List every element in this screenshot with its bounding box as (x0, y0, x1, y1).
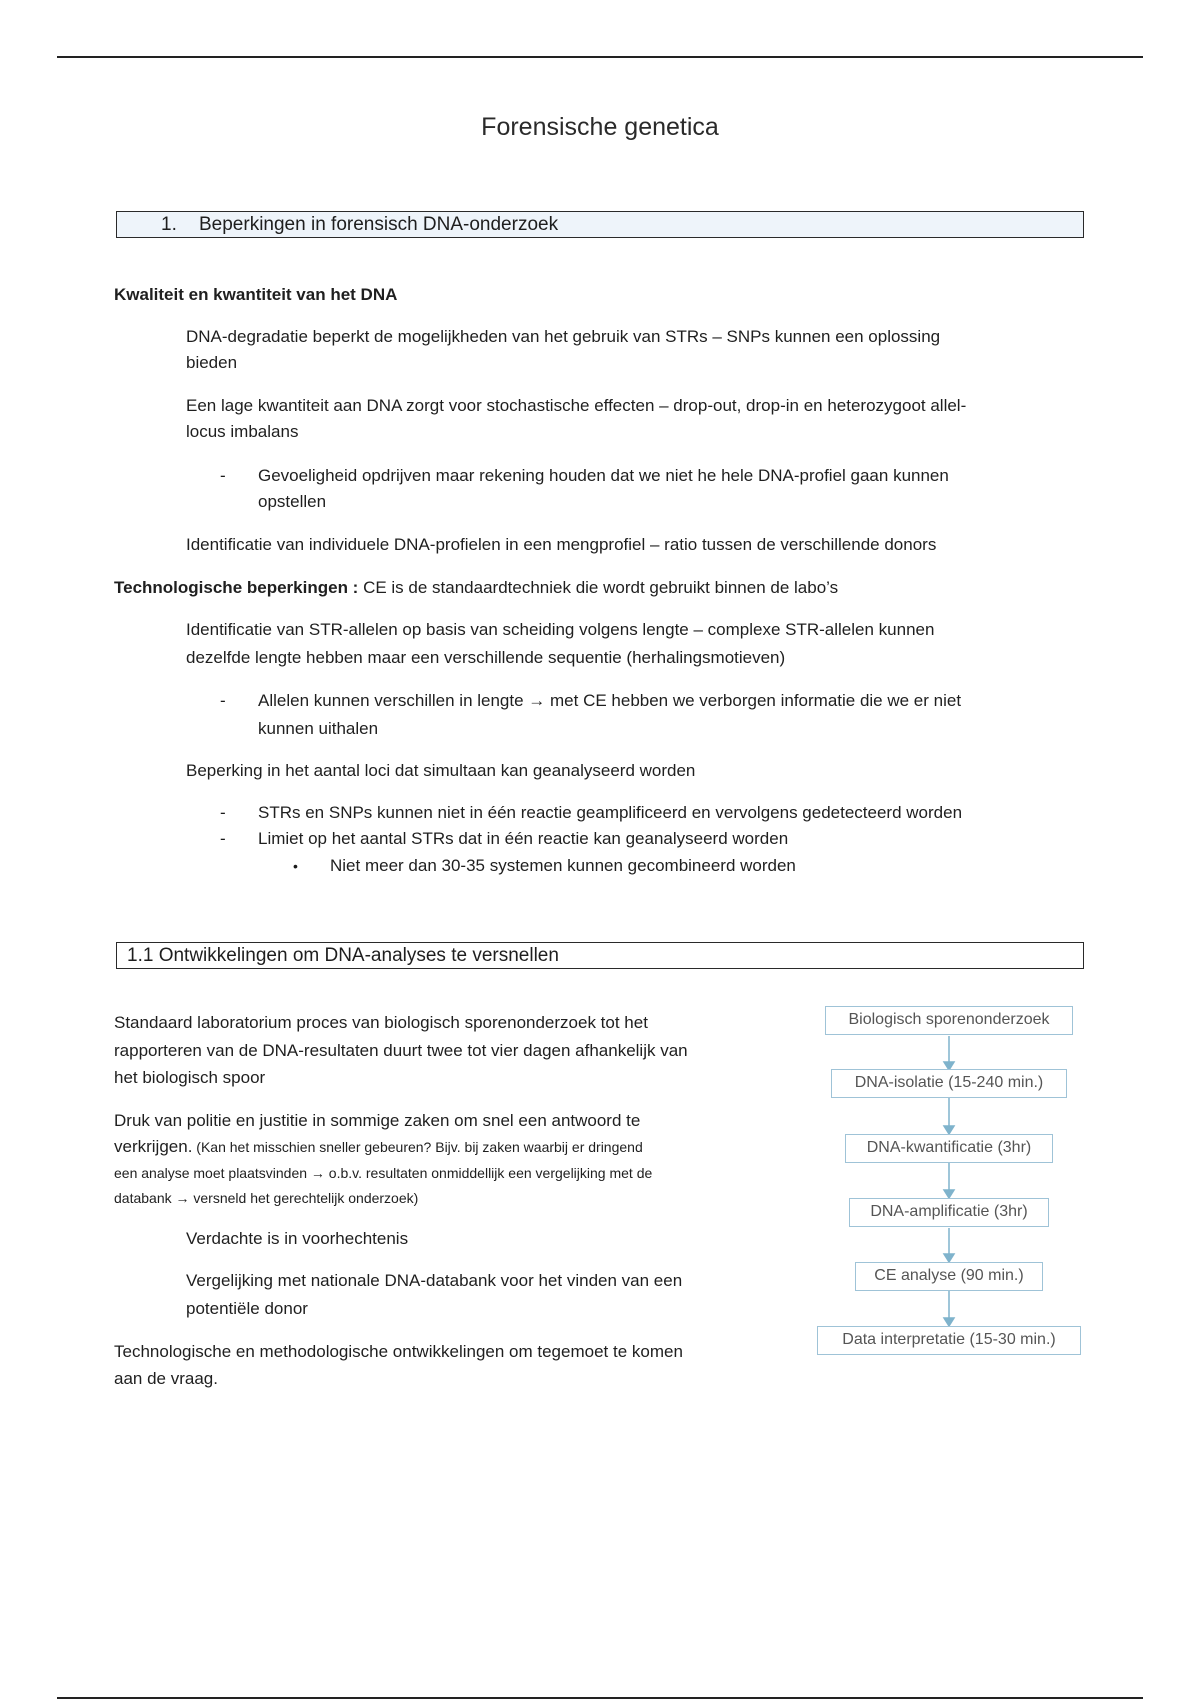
dash-marker: - (220, 829, 226, 848)
flow-arrowhead (944, 1190, 954, 1198)
flow-step-dna-quantification: DNA-kwantificatie (3hr) (845, 1134, 1053, 1163)
dash-marker: - (220, 691, 226, 710)
flow-step-dna-amplification: DNA-amplificatie (3hr) (849, 1198, 1049, 1227)
bullet-marker: • (293, 858, 298, 874)
paragraph-str-identification-cont: dezelfde lengte hebben maar een verschillende sequentie (herhalingsmotieven) (186, 648, 786, 667)
section-1-title: Beperkingen in forensisch DNA-onderzoek (199, 214, 559, 235)
paragraph-degradation-cont: bieden (186, 353, 238, 372)
dash-item-sensitivity: Gevoeligheid opdrijven maar rekening houden dat we niet he hele DNA-profiel gaan kunnen (258, 466, 949, 485)
subheading-technological-rest: CE is de standaardtechniek die wordt gebruikt binnen de labo’s (358, 578, 839, 597)
flow-arrowhead (944, 1318, 954, 1326)
paragraph-developments-l2: aan de vraag. (114, 1369, 218, 1388)
subheading-technological-label: Technologische beperkingen : (114, 578, 359, 597)
dash-item-str-snp: STRs en SNPs kunnen niet in één reactie geamplificeerd en vervolgens gedetecteerd worden (258, 803, 963, 822)
paragraph-mixture: Identificatie van individuele DNA-profielen in een mengprofiel – ratio tussen de verschillende donors (186, 535, 937, 554)
bullet-item-systems: Niet meer dan 30-35 systemen kunnen gecombineerd worden (330, 856, 796, 875)
page-title: Forensische genetica (481, 113, 719, 141)
flow-step-data-interpretation: Data interpretatie (15-30 min.) (817, 1326, 1081, 1355)
paragraph-pressure-l1: Druk van politie en justitie in sommige zaken om snel een antwoord te (114, 1111, 641, 1130)
paragraph-pressure-main: verkrijgen. (114, 1137, 193, 1156)
dash-marker: - (220, 466, 226, 485)
bottom-rule (57, 1697, 1143, 1699)
section-1-number: 1. (161, 214, 177, 235)
indent-database-l1: Vergelijking met nationale DNA-databank voor het vinden van een (186, 1271, 683, 1290)
paragraph-developments-l1: Technologische en methodologische ontwikkelingen om tegemoet te komen (114, 1342, 683, 1361)
paragraph-str-identification: Identificatie van STR-allelen op basis van scheiding volgens lengte – complexe STR-allelen kunnen (186, 620, 935, 639)
paragraph-pressure-l3: een analyse moet plaatsvinden → o.b.v. resultaten onmiddellijk een vergelijking met de (114, 1165, 653, 1181)
paragraph-standard-process-l2: rapporteren van de DNA-resultaten duurt twee tot vier dagen afhankelijk van (114, 1041, 688, 1060)
paragraph-low-quantity: Een lage kwantiteit aan DNA zorgt voor stochastische effecten – drop-out, drop-in en heterozygoot allel- (186, 396, 967, 415)
dash-item-allele-length: Allelen kunnen verschillen in lengte → met CE hebben we verborgen informatie die we er niet (258, 691, 962, 710)
indent-suspect-custody: Verdachte is in voorhechtenis (186, 1229, 409, 1248)
paragraph-loci-limit: Beperking in het aantal loci dat simultaan kan geanalyseerd worden (186, 761, 696, 780)
flow-step-ce-analysis: CE analyse (90 min.) (855, 1262, 1043, 1291)
paragraph-standard-process-l3: het biologisch spoor (114, 1068, 266, 1087)
flow-arrowhead (944, 1126, 954, 1134)
paragraph-low-quantity-cont: locus imbalans (186, 422, 299, 441)
dash-item-allele-length-cont: kunnen uithalen (258, 719, 379, 738)
dash-item-sensitivity-cont: opstellen (258, 492, 327, 511)
subheading-quality: Kwaliteit en kwantiteit van het DNA (114, 285, 398, 304)
paragraph-pressure-l4: databank → versneld het gerechtelijk onderzoek) (114, 1190, 419, 1206)
dash-marker: - (220, 803, 226, 822)
section-1-1-title: 1.1 Ontwikkelingen om DNA-analyses te versnellen (127, 945, 559, 966)
paragraph-pressure-aside: (Kan het misschien sneller gebeuren? Bijv. bij zaken waarbij er dringend (192, 1139, 643, 1155)
flow-step-biological-trace: Biologisch sporenonderzoek (825, 1006, 1073, 1035)
paragraph-standard-process-l1: Standaard laboratorium proces van biologisch sporenonderzoek tot het (114, 1013, 648, 1032)
paragraph-degradation: DNA-degradatie beperkt de mogelijkheden van het gebruik van STRs – SNPs kunnen een oplossing (186, 327, 941, 346)
dash-item-str-limit: Limiet op het aantal STRs dat in één reactie kan geanalyseerd worden (258, 829, 789, 848)
flow-step-dna-isolation: DNA-isolatie (15-240 min.) (831, 1069, 1067, 1098)
flow-arrowhead (944, 1254, 954, 1262)
indent-database-l2: potentiële donor (186, 1299, 308, 1318)
